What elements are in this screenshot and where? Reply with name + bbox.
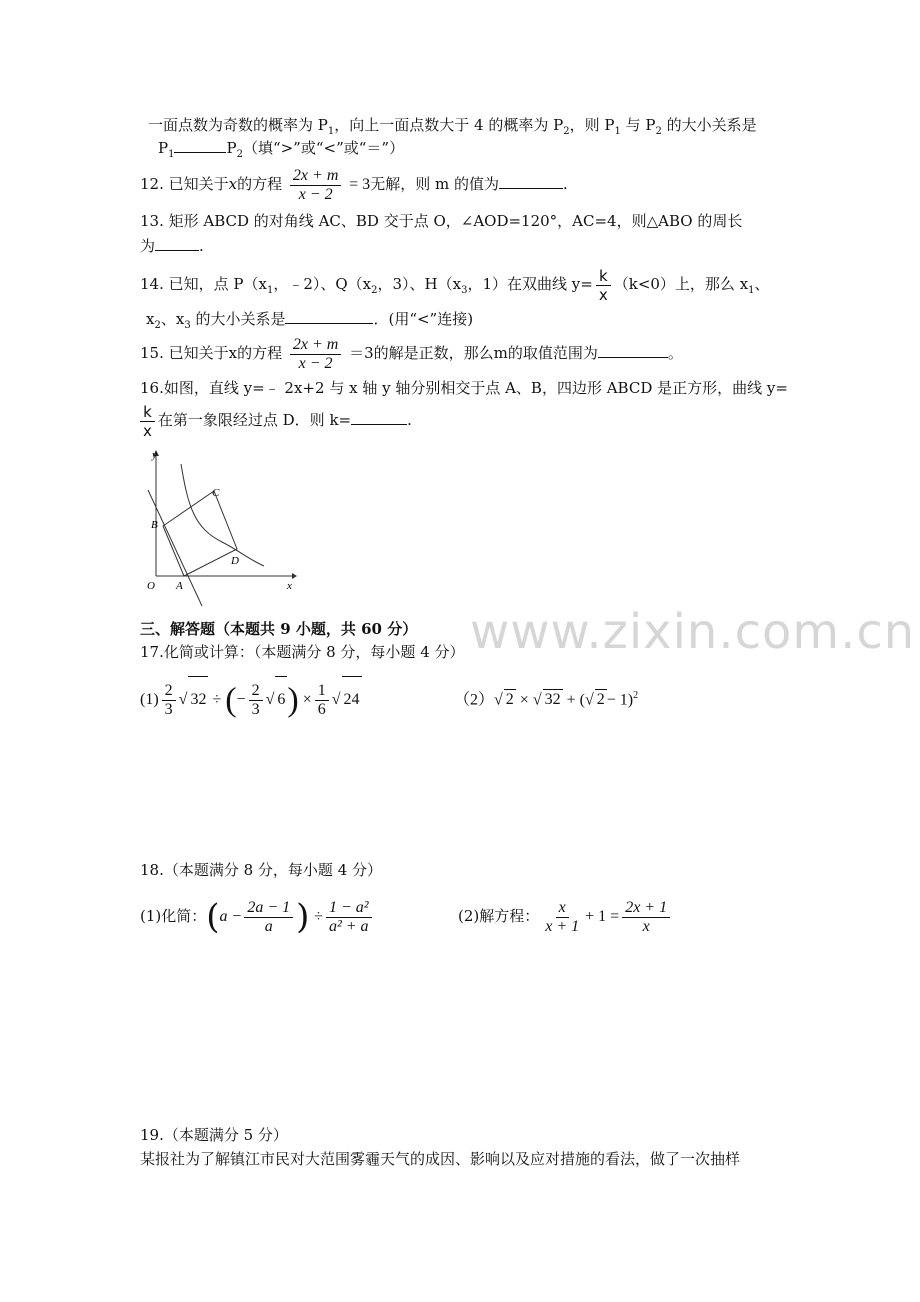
q12-line — [140, 164, 568, 205]
q17-p1-f2-den: 3 — [251, 700, 260, 718]
q15-post: ＝3的解是正数，那么m的取值范围为 — [349, 344, 598, 362]
q18-part2 — [458, 893, 673, 940]
q17-p1-root2: 6 — [275, 676, 287, 723]
q18-p1-label: (1)化简： — [140, 907, 207, 925]
q18-p1-div: ÷ — [314, 908, 323, 925]
q18-part1 — [140, 893, 375, 940]
q13-line1: 13. 矩形 ABCD 的对角线 AC、BD 交于点 O，∠AOD=120°，AC=4，则△ABO 的周长 — [140, 212, 743, 230]
q12-frac-num: 2x + m — [290, 167, 341, 186]
q16-figure — [134, 446, 304, 611]
q18-p2-label: (2)解方程： — [458, 907, 540, 925]
q14-l2b: 、x — [160, 310, 185, 328]
q19-title: 19.（本题满分 5 分） — [140, 1126, 288, 1144]
label-a: A — [176, 580, 183, 592]
q14-s4: 1 — [748, 285, 755, 296]
q14-answer-blank[interactable] — [285, 309, 373, 324]
q11-hint: （填“>”或“<”或“＝”） — [242, 139, 405, 157]
q14-fraction — [596, 267, 611, 304]
q16-frac-num: k — [140, 403, 155, 422]
q15-line — [140, 333, 683, 373]
q17-p1-f3-num: 1 — [315, 682, 329, 701]
q16-end: . — [407, 411, 412, 429]
q11-line2 — [158, 138, 404, 165]
q12-end: . — [562, 175, 568, 193]
q18-p1-frac2 — [326, 899, 372, 936]
q12-number: 12. — [140, 175, 164, 193]
q17-p1-root3: 24 — [342, 676, 362, 723]
q11-sub-b: 2 — [563, 126, 570, 137]
q18-p1-frac1 — [244, 899, 293, 936]
q14-post2: 、 — [754, 275, 770, 293]
q17-p1-paren-close: ) — [287, 681, 299, 719]
q14-post: （k<0）上，那么 x — [613, 275, 749, 293]
q14-l2end: ．(用“<”连接) — [373, 310, 474, 328]
q15-pre: 15. 已知关于x的方程 — [140, 344, 283, 362]
q18-p1-paren-open: ( — [206, 897, 220, 937]
q16-frac-den: x — [143, 421, 152, 440]
q11-text-a: 一面点数为奇数的概率为 P — [148, 116, 328, 134]
q16-line2 — [140, 400, 412, 440]
label-y: y — [152, 449, 157, 461]
label-d: D — [231, 555, 239, 567]
x-axis-arrow — [292, 573, 297, 579]
q14-l2c: 的大小关系是 — [190, 310, 286, 328]
q13-line2-text: 为 — [140, 237, 156, 255]
q14-s1: 1 — [266, 285, 274, 296]
q17-p2-label: （2） — [454, 691, 495, 709]
q17-p2-exponent: 2 — [633, 690, 639, 701]
q17-p1-f1-num: 2 — [162, 682, 176, 701]
q17-p2-open: ( — [579, 691, 585, 709]
hyperbola-curve — [181, 464, 264, 566]
q12-answer-blank[interactable] — [499, 174, 563, 189]
q14-s3: 3 — [461, 285, 468, 296]
q17-p1-f1-den: 3 — [164, 700, 173, 718]
q11-text-c: ，则 P — [569, 116, 615, 134]
q18-p1-paren-close: ) — [296, 897, 310, 937]
q17-p1-label: (1) — [140, 691, 159, 708]
q18-p1-f2-den: a² + a — [328, 917, 369, 935]
square-abcd — [163, 491, 237, 576]
q18-p1-f1-num: 2a − 1 — [244, 899, 293, 918]
q18-p1-minus: − — [232, 908, 242, 925]
q13-end: . — [199, 237, 204, 255]
q12-frac-den: x − 2 — [298, 185, 333, 203]
q12-mid: 的方程 — [237, 175, 283, 193]
q11-p1-sub: 1 — [168, 149, 175, 160]
q17-p2-root3: 2 — [596, 691, 605, 709]
q17-p2-root2: 32 — [544, 691, 561, 709]
q12-post: 无解，则 m 的值为 — [370, 175, 499, 193]
q18-p2-f1-num: x — [556, 899, 569, 918]
q12-x: x — [228, 175, 238, 193]
q19-line1: 某报社为了解镇江市民对大范围雾霾天气的成因、影响以及应对措施的看法，做了一次抽样 — [140, 1150, 741, 1168]
q11-p2-sub: 2 — [236, 149, 243, 160]
label-b: B — [151, 519, 158, 531]
q15-end: 。 — [667, 344, 683, 362]
q14-frac-den: x — [598, 285, 608, 304]
q18-p2-plus: + 1 = — [585, 908, 620, 925]
q16-line2-text: 在第一象限经过点 D．则 k= — [157, 411, 352, 429]
q14-m2: ，3）、H（x — [377, 275, 462, 293]
section-3-heading: 三、解答题（本题共 9 小题，共 60 分） — [140, 620, 418, 638]
q13-answer-blank[interactable] — [155, 236, 199, 251]
q12-eq: = 3 — [349, 176, 371, 193]
q17-title: 17.化简或计算：（本题满分 8 分，每小题 4 分） — [140, 643, 465, 661]
q15-answer-blank[interactable] — [598, 343, 668, 358]
q11-answer-blank[interactable] — [174, 138, 226, 153]
q18-p2-f2-num: 2x + 1 — [622, 899, 670, 918]
q11-text-b: ，向上一面点数大于 4 的概率为 P — [334, 116, 564, 134]
q11-sub-c: 1 — [614, 126, 621, 137]
q17-part2: （2）√ 2 × √ 32 + (√ 2 − 1)$^2$ — [454, 690, 639, 709]
q16-fraction — [140, 403, 155, 440]
q14-l2s1: 2 — [154, 320, 161, 331]
q18-p1-a: a — [219, 908, 228, 925]
q15-fraction — [290, 336, 341, 373]
q17-p2-times: × — [519, 691, 529, 709]
q17-p1-minus: − — [236, 691, 246, 708]
q15-frac-num: 2x + m — [290, 336, 341, 355]
q17-p2-plus: + — [566, 691, 576, 709]
watermark: www.zixin.com.cn — [470, 604, 916, 660]
q11-p1: P — [158, 139, 169, 157]
q17-p1-root1: 32 — [188, 676, 208, 723]
q14-frac-num: k — [596, 267, 611, 286]
q16-line1: 16.如图，直线 y=﹣ 2x+2 与 x 轴 y 轴分别相交于点 A、B，四边形 ABCD 是正方形，曲线 y= — [140, 379, 788, 397]
q17-p1-times: × — [302, 691, 312, 708]
q14-l2s2: 3 — [184, 320, 191, 331]
q11-text-e: 的大小关系是 — [661, 116, 757, 134]
q18-p2-f1-den: x + 1 — [545, 917, 580, 935]
q14-s2: 2 — [371, 285, 378, 296]
q14-m3: ，1）在双曲线 y= — [467, 275, 593, 293]
q11-p2: P — [226, 139, 237, 157]
q14-line1 — [140, 264, 770, 311]
q17-p1-paren-open: ( — [225, 681, 237, 719]
label-c: C — [212, 487, 220, 499]
q17-part1: (1) $\frac{2}{3}$ √ 32 ÷ (− $\frac{2}{3}$ √ 6) × $\frac{1}{6}$ √ 24 — [140, 676, 362, 723]
q11-text-d: 与 P — [620, 116, 656, 134]
q11-sub-a: 1 — [327, 126, 335, 137]
label-o: O — [147, 580, 155, 592]
q18-p2-f2-den: x — [642, 917, 650, 935]
q17-p1-f3-den: 6 — [317, 700, 326, 718]
q17-p1-div: ÷ — [212, 691, 222, 708]
q13-line2 — [140, 236, 204, 256]
q18-p1-f2-num: 1 − a² — [326, 899, 372, 918]
q17-p1-frac1 — [162, 682, 176, 719]
q18-title: 18.（本题满分 8 分，每小题 4 分） — [140, 861, 383, 879]
q14-line2 — [146, 309, 473, 336]
q14-l2a: x — [146, 310, 155, 328]
q17-p1-frac2 — [249, 682, 263, 719]
q18-p2-frac2 — [622, 899, 670, 936]
q12-pre: 已知关于 — [168, 175, 229, 193]
q18-p2-frac1 — [542, 899, 582, 936]
q16-answer-blank[interactable] — [351, 410, 407, 425]
label-x: x — [287, 580, 292, 592]
q17-p2-root1: 2 — [505, 691, 514, 709]
q14-pre: 14. 已知，点 P（x — [140, 275, 267, 293]
q18-p1-f1-den: a — [264, 917, 273, 935]
q17-p1-frac3 — [315, 682, 329, 719]
q15-frac-den: x − 2 — [298, 354, 333, 372]
q12-fraction — [290, 167, 341, 204]
q14-m1: ，﹣2）、Q（x — [273, 275, 372, 293]
q17-p2-minus: − 1) — [606, 691, 634, 709]
q17-p1-f2-num: 2 — [249, 682, 263, 701]
q11-sub-d: 2 — [655, 126, 662, 137]
